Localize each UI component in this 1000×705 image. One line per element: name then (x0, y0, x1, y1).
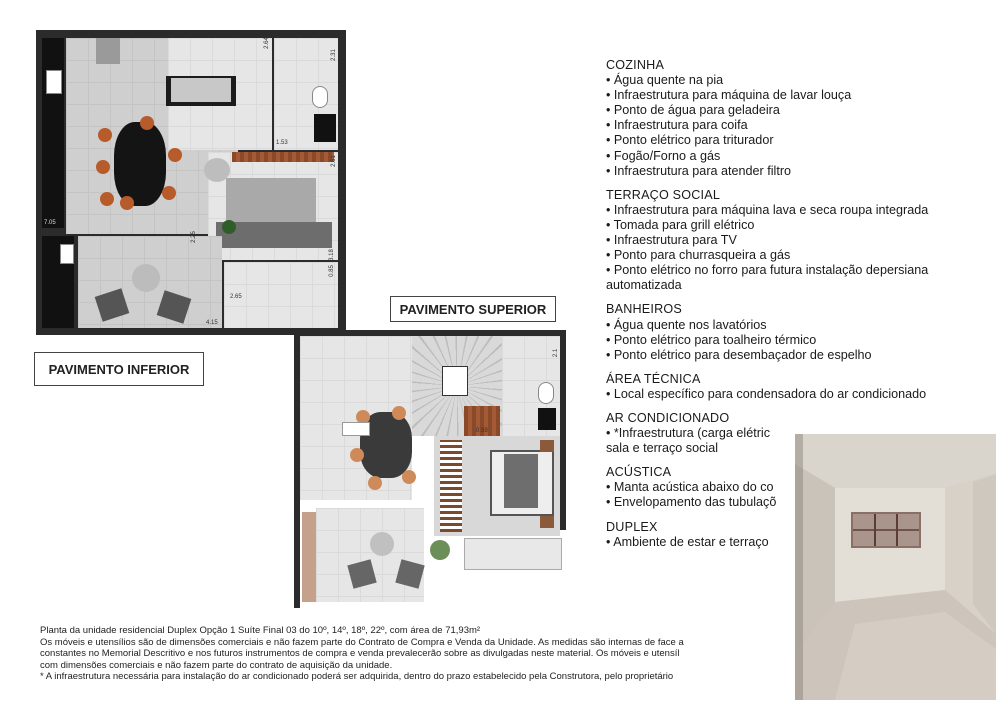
stair-core (442, 366, 468, 396)
spec-item: • Ponto para churrasqueira a gás (606, 248, 791, 263)
upper-toilet-icon (538, 382, 554, 404)
spec-item: sala e terraço social (606, 441, 718, 456)
lower-floor-plan (36, 30, 346, 335)
nightstand (540, 440, 554, 452)
spec-item: • Infraestrutura para coifa (606, 118, 748, 133)
dimension-label: 2.61 (330, 155, 337, 167)
dimension-label: 4.15 (206, 320, 218, 326)
armchair (204, 158, 230, 182)
ceiling (795, 434, 996, 488)
upper-floor-plan (294, 330, 566, 608)
terrace-sink-icon (60, 244, 74, 264)
footer-line: constantes no Memorial Descritivo e nos futuros instrumentos de compra e venda prevalecerão sobre as divulgadas neste material. Os móveis e utensíl (40, 648, 680, 659)
stair-steps (171, 78, 231, 102)
room-photo-image (795, 434, 996, 700)
dimension-label: 1.53 (276, 140, 288, 146)
spec-item: • Água quente nos lavatórios (606, 317, 767, 332)
spec-title: TERRAÇO SOCIAL (606, 187, 721, 202)
plant-icon (222, 220, 236, 234)
spec-item: • Local específico para condensadora do ar condicionado (606, 386, 927, 401)
spec-item: • *Infraestrutura (carga elétric (606, 426, 770, 441)
plant-icon (430, 540, 450, 560)
spec-title: ACÚSTICA (606, 465, 672, 480)
upper-terrace (316, 508, 424, 602)
spec-title: AR CONDICIONADO (606, 410, 730, 425)
toilet-icon (312, 86, 328, 108)
dining-chair (140, 116, 154, 130)
footer-line: com dimensões comerciais e não fazem parte do contrato de aquisição da unidade. (40, 659, 393, 671)
left-edge-shadow (795, 434, 803, 700)
spec-title: DUPLEX (606, 519, 658, 534)
dimension-label: 2.64 (263, 37, 270, 49)
spec-item: • Tomada para grill elétrico (606, 217, 755, 232)
dining-table (114, 122, 166, 206)
sink-icon (46, 70, 62, 94)
spec-section-area-tecnica (606, 372, 936, 402)
dimension-label: 2.65 (230, 294, 242, 300)
dimension-label: 2.25 (190, 231, 197, 243)
upper-floor-label: PAVIMENTO SUPERIOR (390, 296, 556, 322)
dimension-label: 2.1 (553, 348, 560, 358)
spec-item: • Infraestrutura para máquina lava e seca roupa integrada (606, 202, 929, 217)
spec-item: • Fogão/Forno a gás (606, 148, 721, 163)
void-chair (350, 448, 364, 462)
void-chair (368, 476, 382, 490)
spec-item: • Infraestrutura para atender filtro (606, 163, 792, 178)
upper-terrace-table (370, 532, 394, 556)
spec-item: • Ponto elétrico para desembaçador de espelho (606, 347, 872, 362)
terrace-table (132, 264, 160, 292)
spec-item: • Manta acústica abaixo do co (606, 480, 774, 495)
dimension-label: 7.05 (44, 220, 56, 226)
spec-item: • Ponto de água para geladeira (606, 103, 780, 118)
upper-counter (96, 38, 120, 64)
wardrobe (440, 440, 462, 532)
spec-section-banheiros (606, 302, 936, 362)
dining-chair (96, 160, 110, 174)
spec-title: COZINHA (606, 58, 665, 72)
spec-section-cozinha (606, 58, 936, 179)
dining-chair (100, 192, 114, 206)
lower-floor-label: PAVIMENTO INFERIOR (34, 352, 204, 386)
bed-cover (504, 454, 538, 508)
void-armchair (342, 422, 370, 436)
dimension-label: 3.18 (328, 249, 335, 261)
wall (560, 330, 566, 530)
spec-item: • Envelopamento das tubulaçõ (606, 495, 777, 510)
room-photo (795, 434, 996, 700)
spec-item: • Infraestrutura para TV (606, 233, 737, 248)
spec-item: • Ambiente de estar e terraço (606, 534, 769, 549)
footer-line: * A infraestrutura necessária para instalação do ar condicionado poderá ser adquirida, dentro do prazo estabelecido pela Construtora, pelo proprietário (40, 671, 674, 682)
shower-floor (314, 114, 336, 142)
spec-section-terraco-social (606, 188, 936, 294)
dimension-label: 2.31 (330, 49, 337, 61)
dining-chair (162, 186, 176, 200)
dimension-label: 0.85 (328, 265, 335, 277)
spec-title: BANHEIROS (606, 302, 682, 317)
upper-terrace-right (464, 538, 562, 570)
footer-line: Os móveis e utensílios são de dimensões comerciais e não fazem parte do Contrato de Compra e Venda da Unidade. As medidas são internas de face a (40, 636, 684, 648)
spec-item: • Ponto elétrico para triturador (606, 133, 774, 148)
dining-chair (168, 148, 182, 162)
dimension-label: 0.59 (476, 428, 488, 434)
spec-title: ÁREA TÉCNICA (606, 371, 701, 386)
terrace-wood-panel (302, 512, 316, 602)
footer-notes (40, 625, 800, 683)
dining-chair (120, 196, 134, 210)
spec-item: • Água quente na pia (606, 73, 724, 88)
void-chair (392, 406, 406, 420)
tv-panel (232, 152, 334, 162)
spec-item: • Ponto elétrico no forro para futura instalação depersiana automatizada (606, 263, 932, 293)
spec-item: • Ponto elétrico para toalheiro térmico (606, 332, 817, 347)
spec-item: • Infraestrutura para máquina de lavar louça (606, 88, 852, 103)
footer-line: Planta da unidade residencial Duplex Opção 1 Suíte Final 03 do 10º, 14º, 18º, 22º, com área de 71,93m² (40, 625, 481, 636)
void-chair (402, 470, 416, 484)
kitchen-counter (42, 38, 64, 228)
upper-sink-icon (538, 408, 556, 430)
dining-chair (98, 128, 112, 142)
nightstand (540, 516, 554, 528)
